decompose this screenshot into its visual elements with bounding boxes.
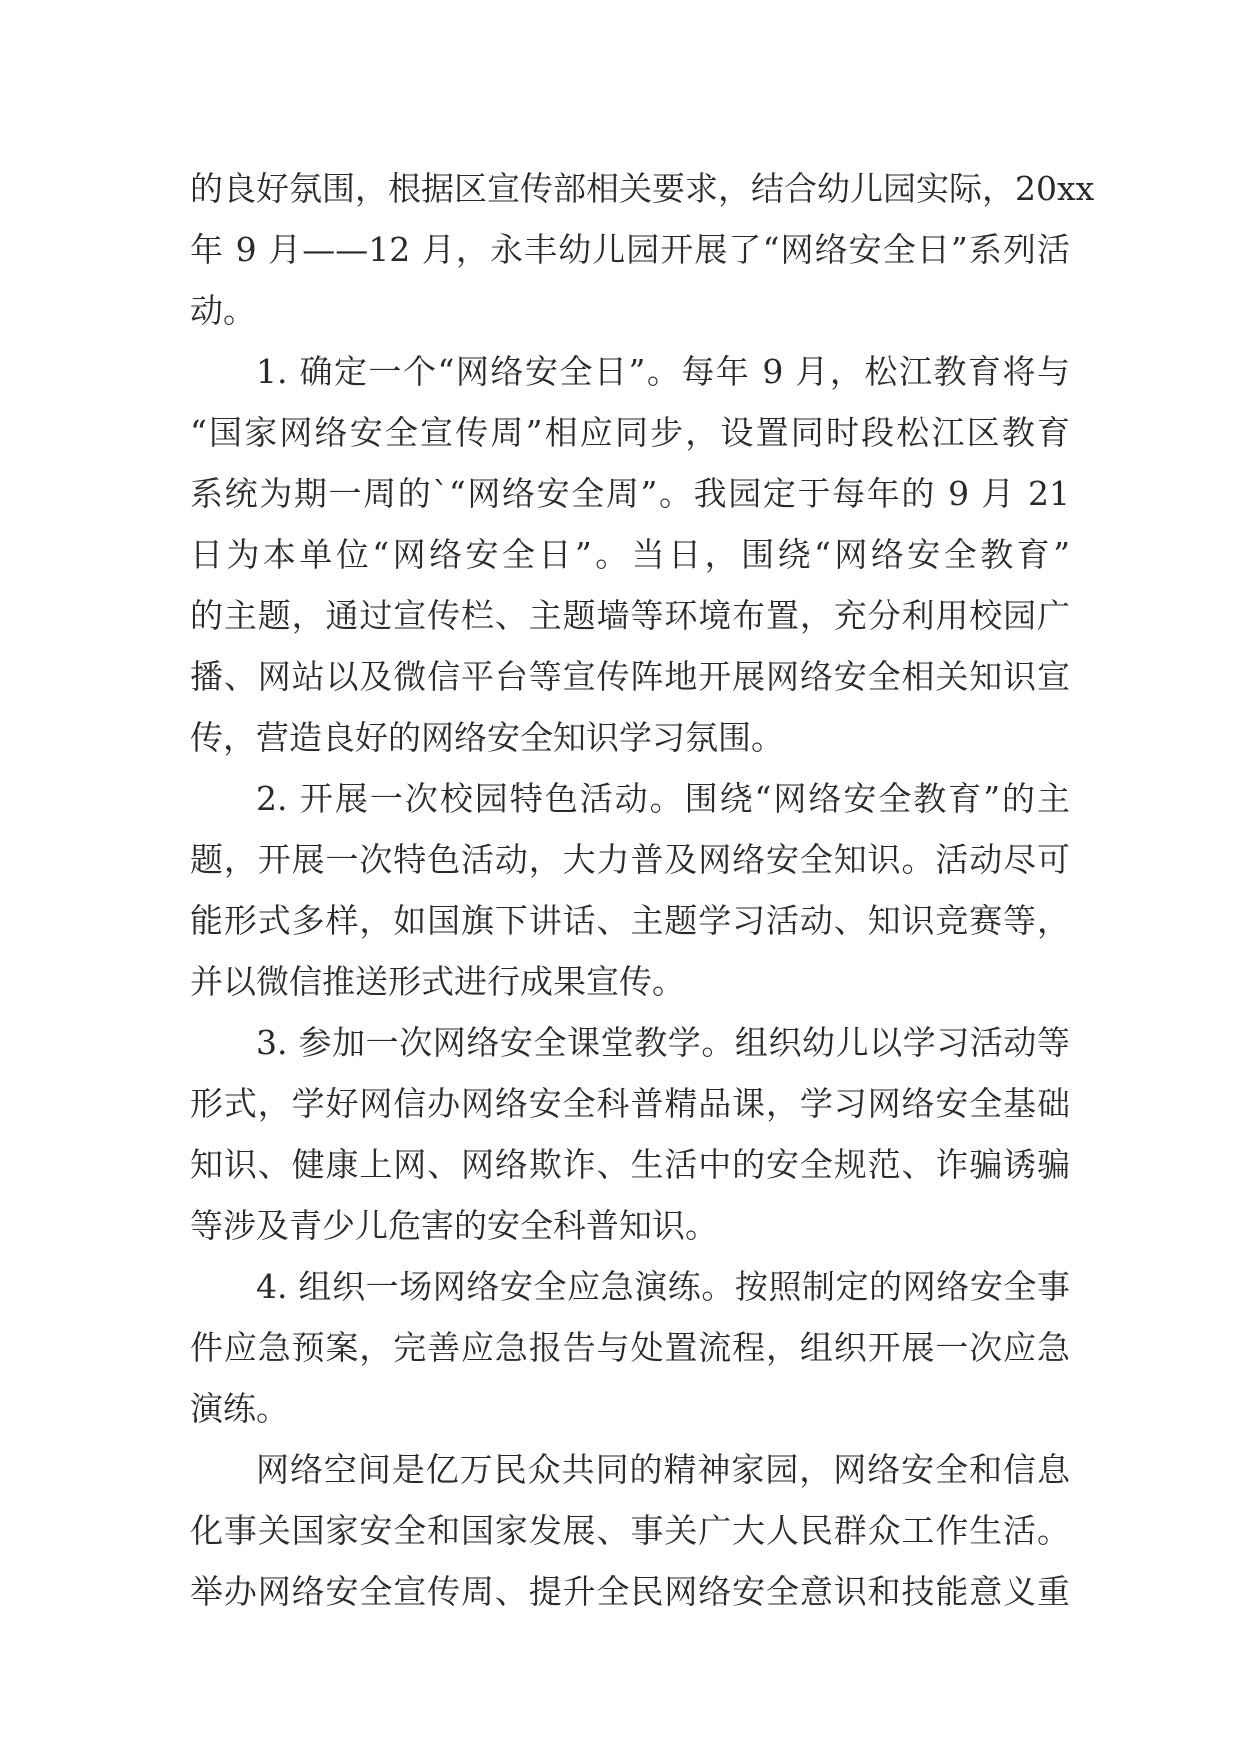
text-line: 形式，学好网信办网络安全科普精品课，学习网络安全基础 — [190, 1084, 1070, 1123]
text-line: 的主题，通过宣传栏、主题墙等环境布置，充分利用校园广 — [190, 596, 1070, 635]
text-line: 4. 组织一场网络安全应急演练。按照制定的网络安全事 — [256, 1267, 1070, 1306]
text-line: 演练。 — [190, 1389, 289, 1428]
text-line: 动。 — [190, 291, 256, 330]
text-line: 的良好氛围，根据区宣传部相关要求，结合幼儿园实际，20xx — [190, 169, 1095, 208]
text-line: 知识、健康上网、网络欺诈、生活中的安全规范、诈骗诱骗 — [190, 1145, 1070, 1184]
text-line: “国家网络安全宣传周”相应同步，设置同时段松江区教育 — [190, 413, 1070, 452]
text-line: 系统为期一周的`“网络安全周”。我园定于每年的 9 月 21 — [190, 474, 1070, 513]
text-line: 日为本单位“网络安全日”。当日，围绕“网络安全教育” — [190, 535, 1070, 574]
text-line: 传，营造良好的网络安全知识学习氛围。 — [190, 718, 784, 757]
text-line: 件应急预案，完善应急报告与处置流程，组织开展一次应急 — [190, 1328, 1070, 1367]
document-body — [190, 158, 1095, 1622]
text-line: 举办网络安全宣传周、提升全民网络安全意识和技能意义重 — [190, 1572, 1070, 1611]
text-line: 3. 参加一次网络安全课堂教学。组织幼儿以学习活动等 — [256, 1023, 1070, 1062]
text-line: 播、网站以及微信平台等宣传阵地开展网络安全相关知识宣 — [190, 657, 1070, 696]
text-line: 等涉及青少儿危害的安全科普知识。 — [190, 1206, 718, 1245]
text-line: 能形式多样，如国旗下讲话、主题学习活动、知识竞赛等， — [190, 901, 1070, 940]
text-line: 2. 开展一次校园特色活动。围绕“网络安全教育”的主 — [256, 779, 1070, 818]
text-line: 年 9 月——12 月，永丰幼儿园开展了“网络安全日”系列活 — [190, 230, 1070, 269]
text-line: 化事关国家安全和国家发展、事关广大人民群众工作生活。 — [190, 1511, 1070, 1550]
text-line: 并以微信推送形式进行成果宣传。 — [190, 962, 685, 1001]
text-line: 1. 确定一个“网络安全日”。每年 9 月，松江教育将与 — [256, 352, 1070, 391]
text-line: 题，开展一次特色活动，大力普及网络安全知识。活动尽可 — [190, 840, 1070, 879]
text-line: 网络空间是亿万民众共同的精神家园，网络安全和信息 — [256, 1450, 1070, 1489]
